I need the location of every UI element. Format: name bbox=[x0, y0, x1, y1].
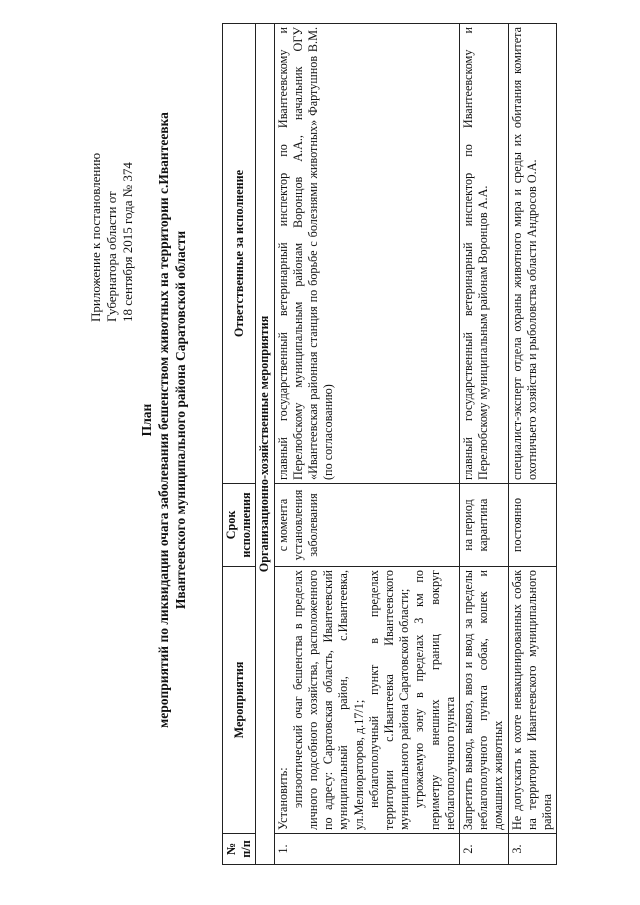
measure-point-3: угрожаемую зону в пределах 3 км по периметру внешних границ вокруг неблагополучного пункта bbox=[412, 570, 457, 830]
row-num: 1. bbox=[274, 834, 459, 865]
row-num: 2. bbox=[460, 834, 509, 865]
header-responsible: Ответственные за исполнение bbox=[223, 24, 256, 484]
header-measures: Мероприятия bbox=[223, 567, 256, 834]
row-measures: Запретить вывод, вывоз, ввоз и ввод за пределы неблагополучного пункта собак, кошек и домашних животных bbox=[460, 567, 509, 834]
appendix-line-3: 18 сентября 2015 года № 374 bbox=[120, 162, 135, 322]
title-line-1: План bbox=[139, 403, 154, 437]
table-row bbox=[274, 24, 459, 865]
row-term: с момента установления заболевания bbox=[274, 484, 459, 567]
measure-point-2: неблагополучный пункт в пределах территории с.Ивантеевка Ивантеевского муниципального района Саратовской области; bbox=[366, 570, 412, 830]
row-measures: Не допускать к охоте невакцинированных собак на территории Ивантеевского муниципального района bbox=[508, 567, 557, 834]
measure-intro: Установить: bbox=[275, 767, 290, 830]
row-measures bbox=[274, 567, 459, 834]
row-responsible: главный государственный ветеринарный инспектор по Ивантеевскому и Перелюбскому муниципальным районам Воронцов А.А. bbox=[460, 24, 509, 484]
document-title bbox=[138, 30, 189, 810]
appendix-note bbox=[88, 153, 136, 322]
measure-point-1: эпизоотический очаг бешенства в пределах личного подсобного хозяйства, расположенного по адресу: Саратовская область, Ивантеевский муниципальный район, с.Ивантеевка, ул.Мелиораторов, д.17/1; bbox=[290, 570, 366, 830]
row-term: на период карантина bbox=[460, 484, 509, 567]
row-term: постоянно bbox=[508, 484, 557, 567]
title-line-2: мероприятий по ликвидации очага заболевания бешенством животных на территории с.Ивантеевка bbox=[156, 112, 171, 728]
title-line-3: Ивантеевского муниципального района Саратовской области bbox=[173, 230, 188, 610]
appendix-line-1: Приложение к постановлению bbox=[88, 152, 103, 322]
section-title: Организационно-хозяйственные мероприятия bbox=[256, 24, 274, 865]
appendix-line-2: Губернатора области от bbox=[104, 191, 119, 322]
header-num: № п/п bbox=[223, 834, 256, 865]
table-row bbox=[460, 24, 509, 865]
header-term: Срок исполнения bbox=[223, 484, 256, 567]
row-responsible: главный государственный ветеринарный инспектор по Ивантеевскому и Перелюбскому муниципальным районам Воронцов А.А., начальник ОГУ «Ивантеевская районная станция по борьбе с болезнями животных» Фартушнов В.М. (по согласованию) bbox=[274, 24, 459, 484]
section-row bbox=[256, 24, 274, 865]
table-header-row bbox=[223, 24, 256, 865]
row-num: 3. bbox=[508, 834, 557, 865]
row-responsible: специалист-эксперт отдела охраны животного мира и среды их обитания комитета охотничьего хозяйства и рыболовства области Андросов О.А. bbox=[508, 24, 557, 484]
table-row bbox=[508, 24, 557, 865]
plan-table bbox=[222, 23, 557, 865]
